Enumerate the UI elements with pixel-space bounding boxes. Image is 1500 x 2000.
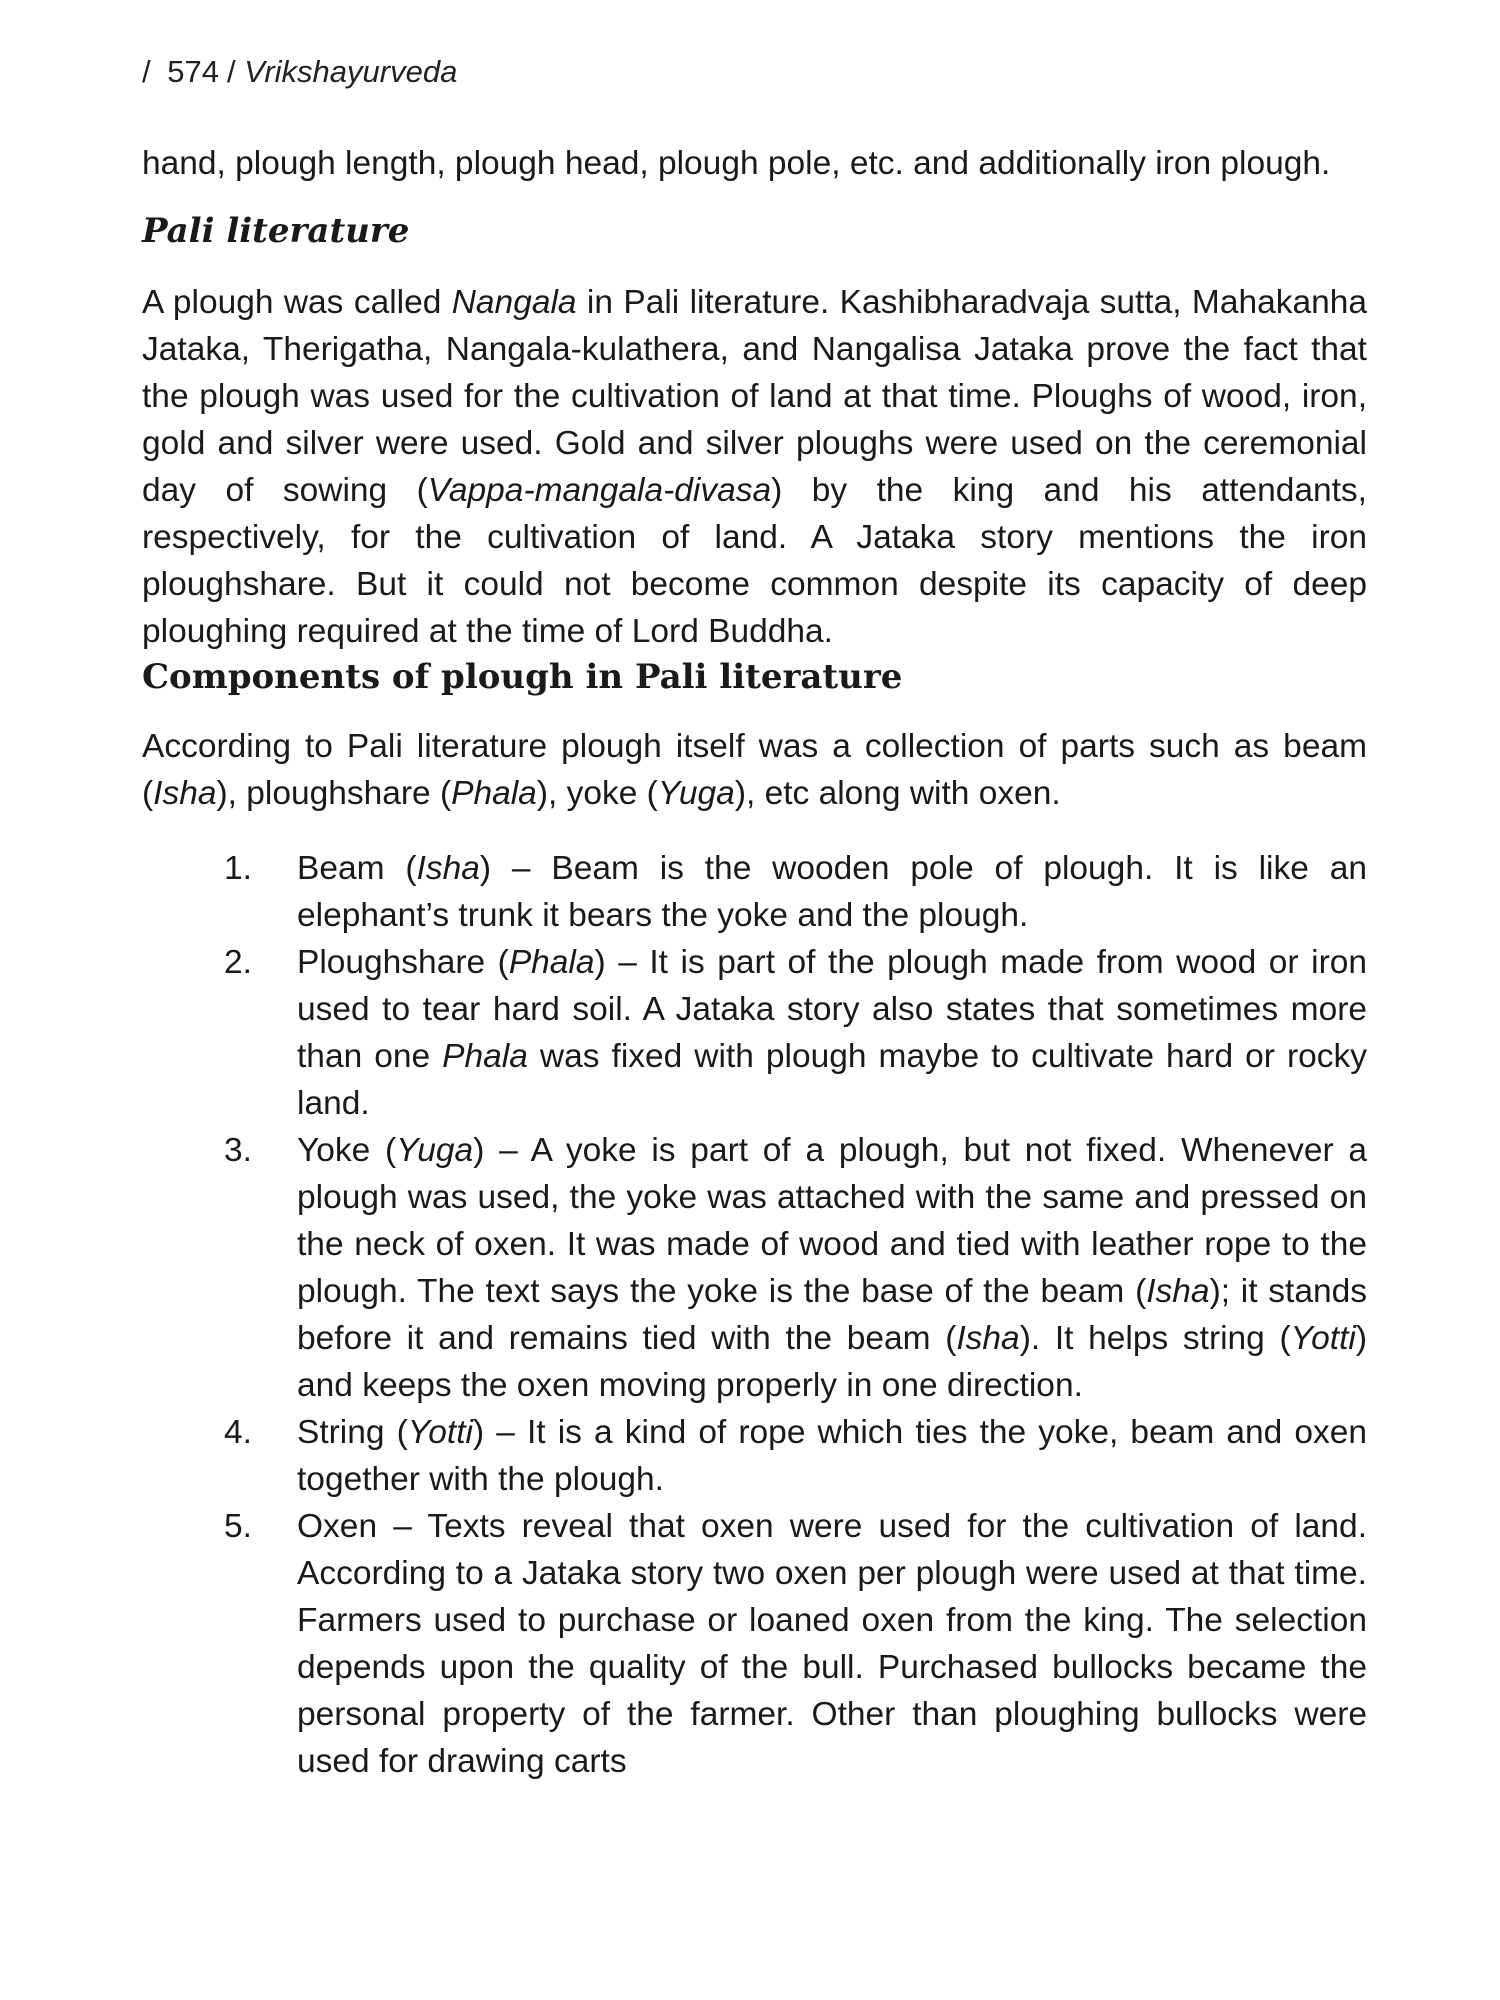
components-intro-paragraph: According to Pali literature plough itself was a collection of parts such as beam (Isha), ploughshare (Phala), yoke (Yuga), etc along with oxen.: [142, 728, 1367, 812]
list-number: 2.: [224, 944, 252, 981]
page-content: [142, 140, 1367, 1785]
list-item-beam: 1. Beam (Isha) – Beam is the wooden pole of plough. It is like an elephant’s trunk it bears the yoke and the plough.: [142, 845, 1367, 939]
page-number: 574: [167, 54, 219, 89]
pali-literature-paragraph: A plough was called Nangala in Pali literature. Kashibharadvaja sutta, Mahakanha Jataka, Therigatha, Nangala-kulathera, and Nangalisa Jataka prove the fact that the plough was used for the cultivation of land at that time. Ploughs of wood, iron, gold and silver were used. Gold and silver ploughs were used on the ceremonial day of sowing (Vappa-mangala-divasa) by the king and his attendants, respectively, for the cultivation of land. A Jataka story mentions the iron ploughshare. But it could not become common despite its capacity of deep ploughing required at the time of Lord Buddha.: [142, 284, 1367, 650]
list-item-oxen: 5. Oxen – Texts reveal that oxen were used for the cultivation of land. According to a Jataka story two oxen per plough were used at that time. Farmers used to purchase or loaned oxen from the king. The selection depends upon the quality of the bull. Purchased bullocks became the personal property of the farmer. Other than ploughing bullocks were used for drawing carts: [142, 1503, 1367, 1785]
pali-literature-heading: Pali literature: [142, 211, 410, 251]
list-number: 3.: [224, 1132, 252, 1169]
header-slash-2: /: [226, 54, 236, 89]
list-number: 1.: [224, 850, 252, 887]
book-title: Vrikshayurveda: [244, 54, 458, 89]
running-header: [142, 52, 457, 92]
list-number: 5.: [224, 1508, 252, 1545]
list-number: 4.: [224, 1414, 252, 1451]
list-item-ploughshare: 2. Ploughshare (Phala) – It is part of the plough made from wood or iron used to tear hard soil. A Jataka story also states that sometimes more than one Phala was fixed with plough maybe to cultivate hard or rocky land.: [142, 939, 1367, 1127]
plough-components-list: [142, 845, 1367, 1785]
list-item-yoke: 3. Yoke (Yuga) – A yoke is part of a plough, but not fixed. Whenever a plough was used, the yoke was attached with the same and pressed on the neck of oxen. It was made of wood and tied with leather rope to the plough. The text says the yoke is the base of the beam (Isha); it stands before it and remains tied with the beam (Isha). It helps string (Yotti) and keeps the oxen moving properly in one direction.: [142, 1127, 1367, 1409]
continuation-paragraph: hand, plough length, plough head, plough pole, etc. and additionally iron plough.: [142, 145, 1331, 182]
term-vappa-mangala-divasa: Vappa-mangala-divasa: [427, 472, 772, 509]
list-item-string: 4. String (Yotti) – It is a kind of rope which ties the yoke, beam and oxen together with the plough.: [142, 1409, 1367, 1503]
header-slash: /: [142, 54, 151, 89]
term-nangala: Nangala: [451, 284, 577, 321]
components-heading: Components of plough in Pali literature: [142, 657, 903, 697]
